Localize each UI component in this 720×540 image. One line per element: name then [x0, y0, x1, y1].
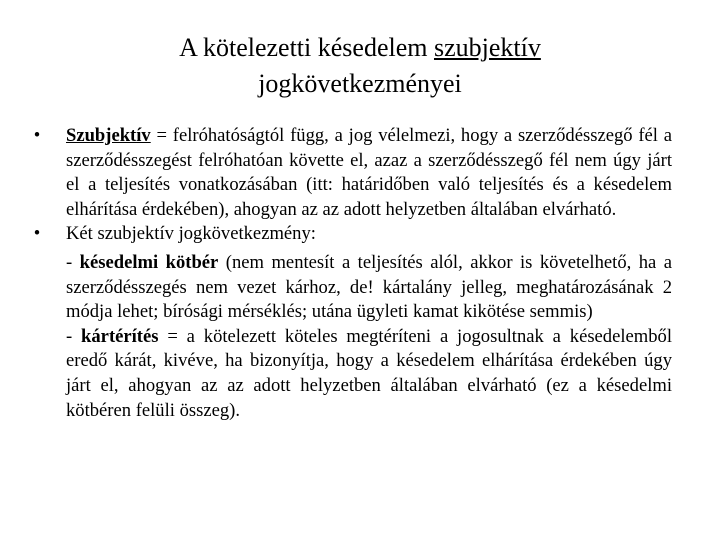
item-kesedelmi-kotber	[30, 251, 672, 325]
item-karterites	[30, 325, 672, 423]
definition-text: = felróhatóságtól függ, a jog vélelmezi, hogy a szerződésszegő fél a szerződésszegést felróhatóan követte el, azaz a szerződésszegő fél nem úgy járt el a teljesítés vonatkozásában (itt: határidőben való teljesítés és a késedelem elhárítása érdekében), ahogyan az az adott helyzetben általában elvárható.	[66, 125, 672, 220]
slide-body	[30, 124, 672, 423]
term-szubjektiv: Szubjektív	[66, 125, 151, 146]
consequences-heading: Két szubjektív jogkövetkezmény:	[66, 223, 316, 245]
term-karterites: kártérítés	[81, 325, 159, 347]
title-prefix: A kötelezetti késedelem	[179, 33, 434, 62]
bullet-dot-icon: •	[33, 223, 41, 245]
dash: -	[66, 251, 80, 273]
term-kesedelmi-kotber: késedelmi kötbér	[79, 251, 219, 273]
bullet-two-consequences	[30, 222, 672, 247]
bullet-subjective-definition	[30, 124, 672, 222]
kotber-text: (nem mentesít a teljesítés alól, akkor is követelhető, ha a szerződésszegés nem vezet kárhoz, de! kártalány jelleg, meghatározásának 2 módja lehet; bírósági mérséklés; utána ügyleti kamat kikötése semmis)	[66, 251, 673, 323]
dash: -	[66, 325, 82, 347]
title-underlined-word: szubjektív	[433, 33, 541, 62]
bullet-dot-icon: •	[33, 125, 41, 146]
karterites-text: = a kötelezett köteles megtéríteni a jogosultnak a késedelemből eredő kárát, kivéve, ha bizonyítja, hogy a késedelem elhárítása érdekében úgy járt el, ahogyan az az adott helyzetben általában elvárható (ez a késedelmi kötbéren felüli összeg).	[66, 325, 672, 421]
title-line-2: jogkövetkezményei	[258, 69, 462, 98]
slide-title	[60, 30, 660, 102]
